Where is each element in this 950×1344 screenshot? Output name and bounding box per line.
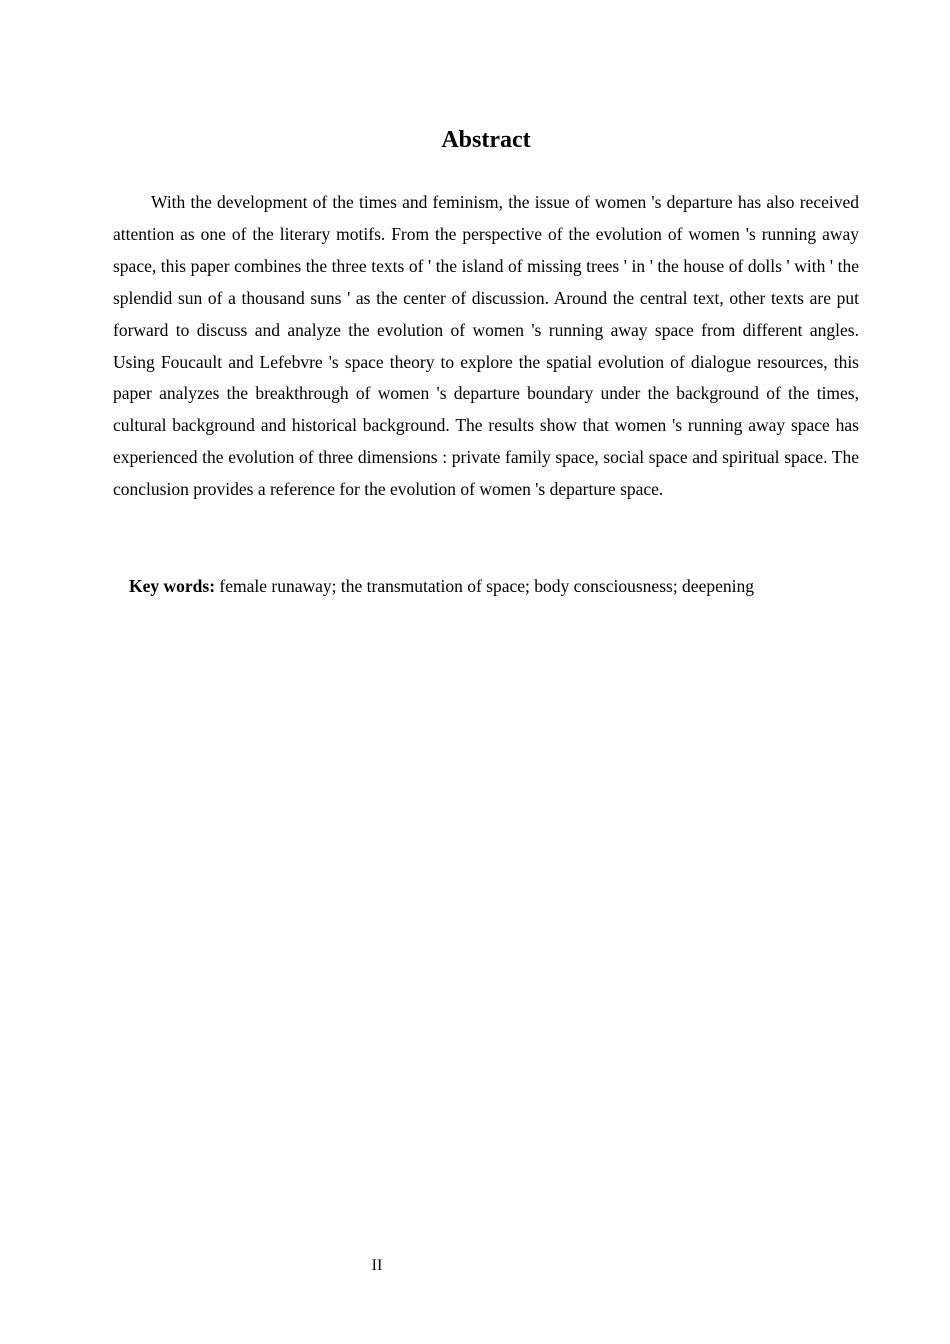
keywords-line	[129, 571, 889, 601]
abstract-paragraph: With the development of the times and feminism, the issue of women 's departure has also received attention as one of the literary motifs. From the perspective of the evolution of women 's running away space, this paper combines the three texts of ' the island of missing trees ' in ' the house of dolls ' with ' the splendid sun of a thousand suns ' as the center of discussion. Around the central text, other texts are put forward to discuss and analyze the evolution of women 's running away space from different angles. Using Foucault and Lefebvre 's space theory to explore the spatial evolution of dialogue resources, this paper analyzes the breakthrough of women 's departure boundary under the background of the times, cultural background and historical background. The results show that women 's running away space has experienced the evolution of three dimensions : private family space, social space and spiritual space. The conclusion provides a reference for the evolution of women 's departure space.	[113, 192, 859, 500]
keywords-text: female runaway; the transmutation of space; body consciousness; deepening	[219, 576, 754, 596]
page-title: Abstract	[441, 127, 531, 153]
page-number: II	[371, 1257, 383, 1274]
keywords-label: Key words:	[129, 576, 216, 596]
